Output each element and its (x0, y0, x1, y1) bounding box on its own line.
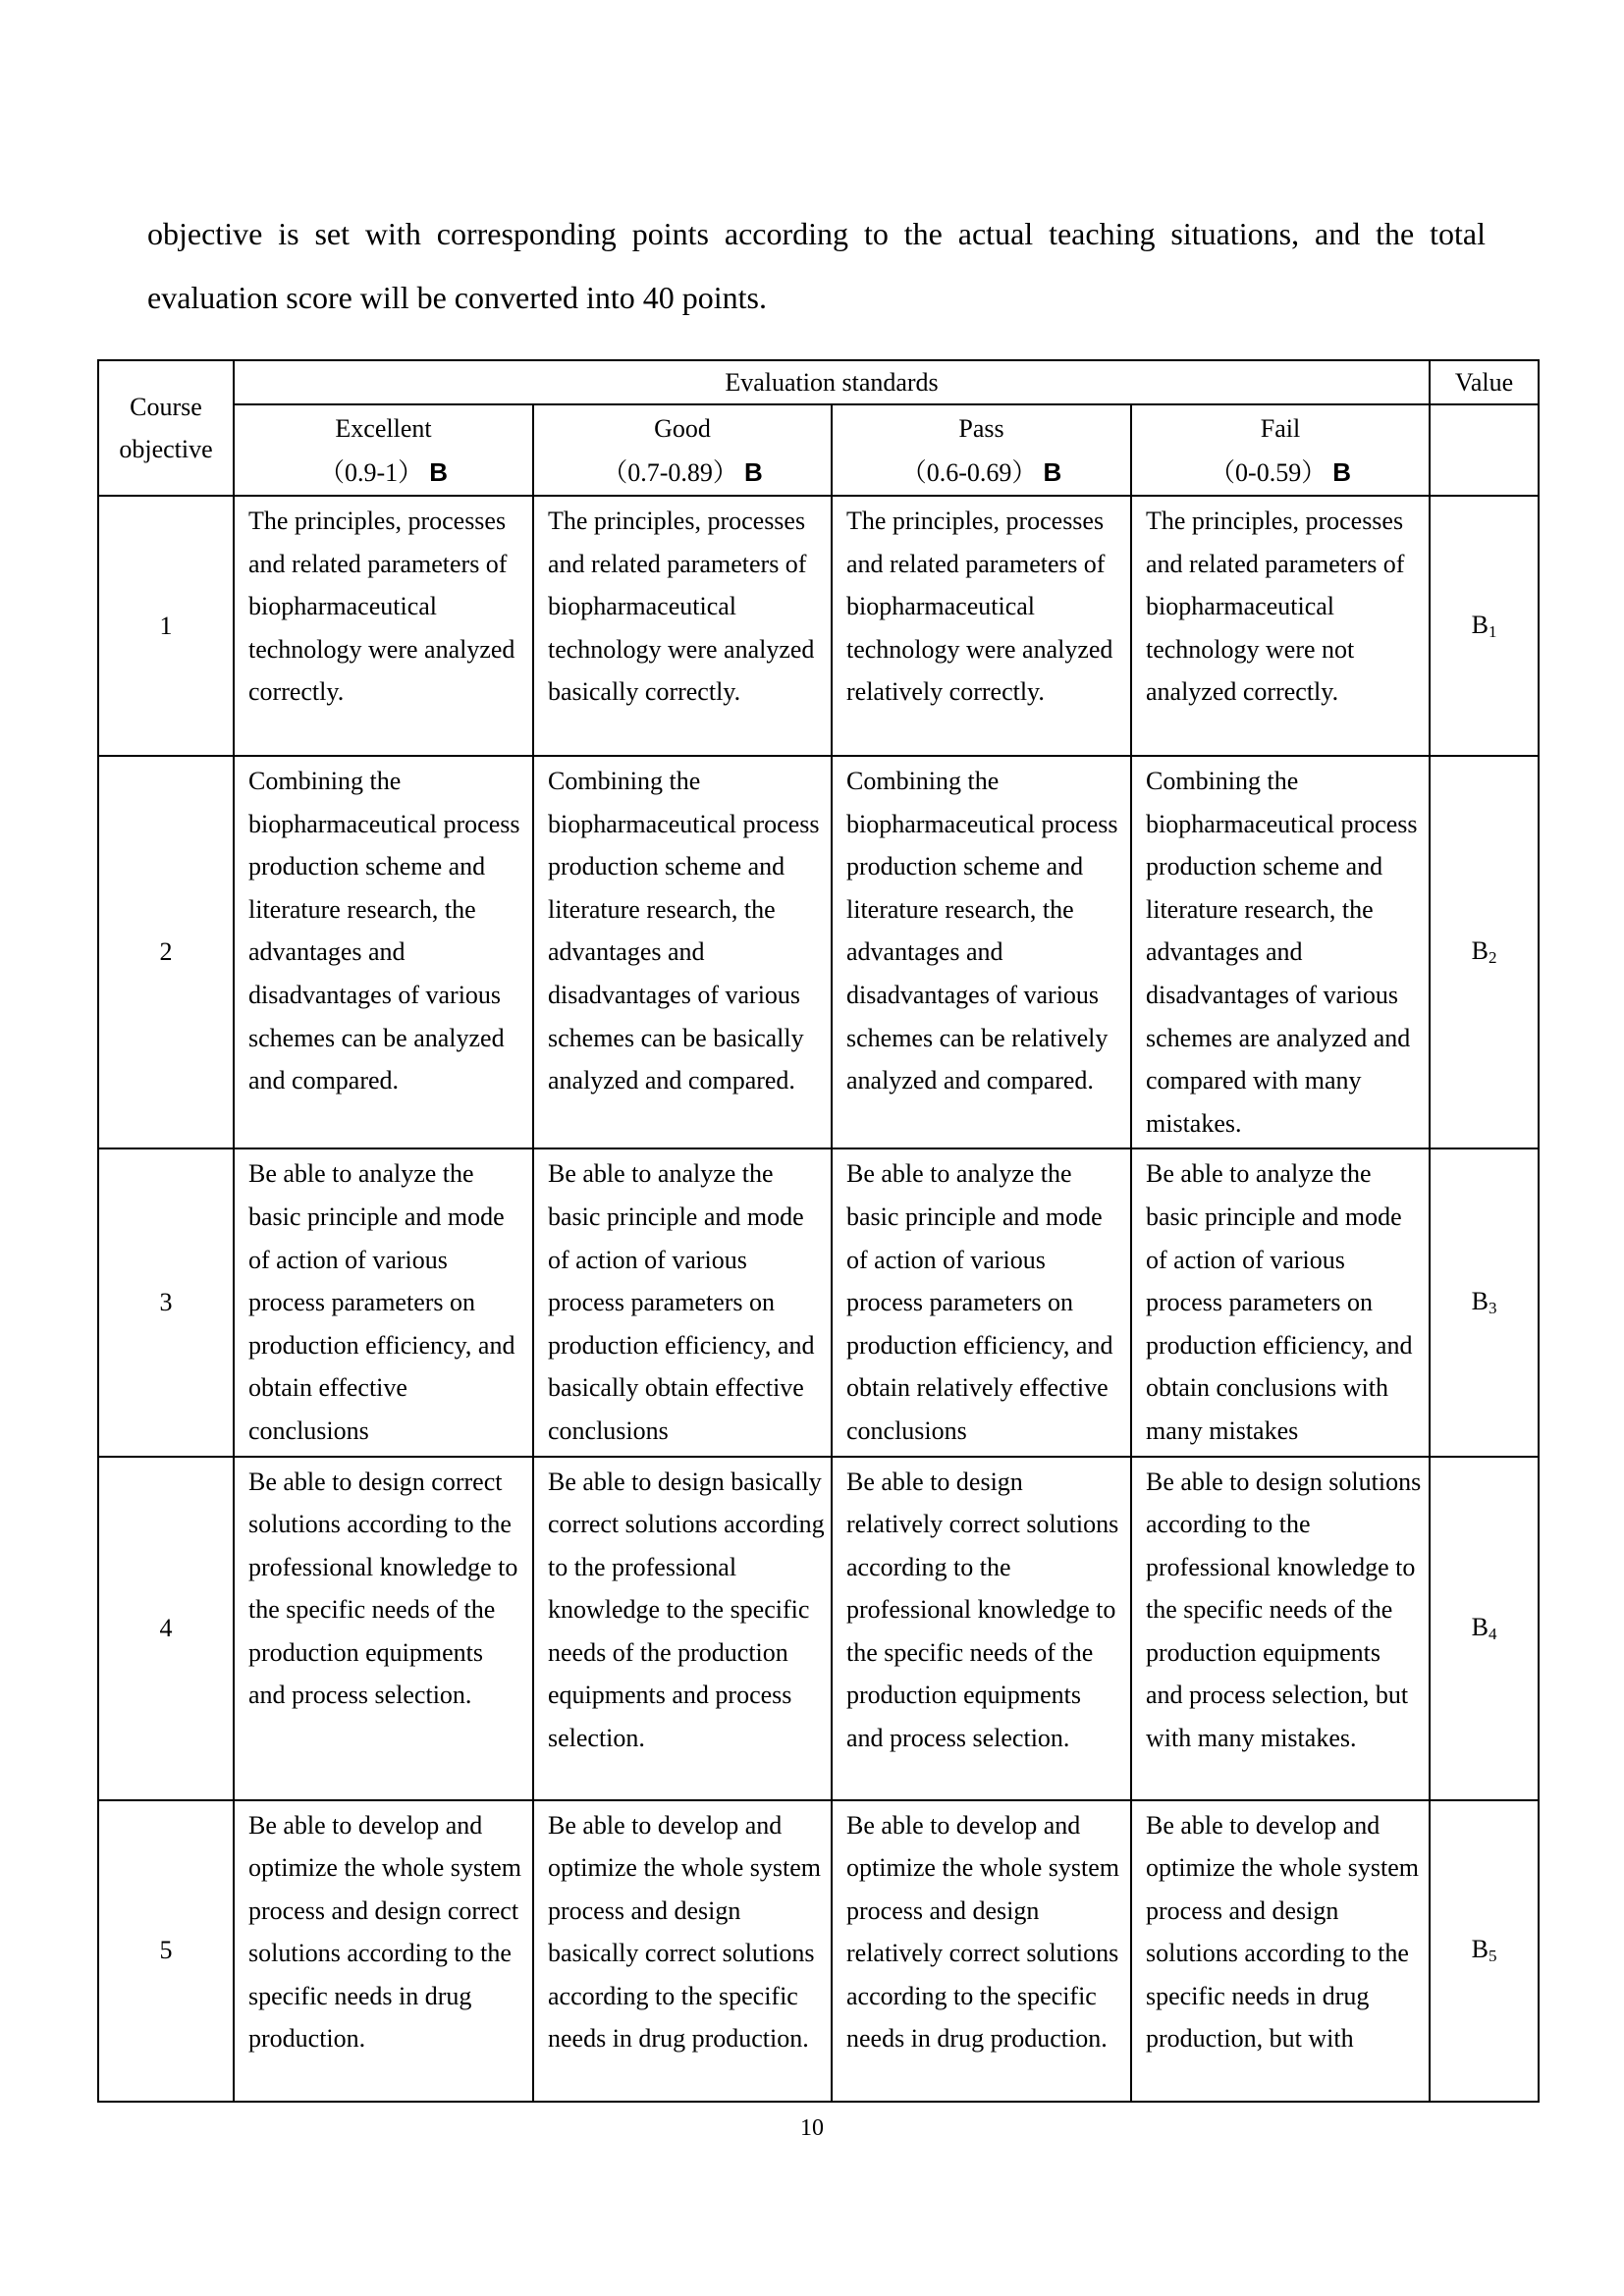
excellent-cell: Combining the biopharmaceutical process production scheme and literature research, the advantages and disadvantages of various schemes can be analyzed and compared. (234, 756, 533, 1148)
header-row-2 (98, 404, 1539, 496)
value-cell: $B_4$ (1430, 1457, 1539, 1800)
excellent-cell: Be able to develop and optimize the whole system process and design correct solutions according to the specific needs in drug production. (234, 1800, 533, 2102)
value-cell: $B_5$ (1430, 1800, 1539, 2102)
pass-cell: The principles, processes and related parameters of biopharmaceutical technology were analyzed relatively correctly. (832, 496, 1131, 756)
grade-range: （0.6-0.69） B (900, 457, 1062, 487)
intro-line-1: objective is set with corresponding points according to the actual teaching situations, and the total (147, 216, 1486, 251)
pass-cell: Be able to develop and optimize the whole system process and design relatively correct solutions according to the specific needs in drug production. (832, 1800, 1131, 2102)
value-header-blank (1430, 404, 1539, 496)
objective-number: 4 (98, 1457, 234, 1800)
good-cell: Combining the biopharmaceutical process production scheme and literature research, the advantages and disadvantages of various schemes can be basically analyzed and compared. (533, 756, 832, 1148)
grade-range: （0.7-0.89） B (602, 457, 763, 487)
excellent-cell: The principles, processes and related parameters of biopharmaceutical technology were analyzed correctly. (234, 496, 533, 756)
objective-number: 2 (98, 756, 234, 1148)
objective-number: 5 (98, 1800, 234, 2102)
table-row (98, 1800, 1539, 2102)
grade-range: （0-0.59） B (1210, 457, 1351, 487)
value-cell: $B_2$ (1430, 756, 1539, 1148)
course-objective-header: Course objective (98, 360, 234, 496)
grade-name: Fail (1260, 414, 1301, 443)
page-number: 10 (800, 2115, 824, 2141)
fail-cell: Be able to develop and optimize the whole system process and design solutions according to the specific needs in drug production, but with (1131, 1800, 1430, 2102)
header-row-1 (98, 360, 1539, 404)
intro-paragraph (147, 202, 1486, 330)
value-cell: $B_3$ (1430, 1148, 1539, 1456)
grade-good-header (533, 404, 832, 496)
pass-cell: Be able to design relatively correct solutions according to the professional knowledge to the specific needs of the production equipments and process selection. (832, 1457, 1131, 1800)
intro-line-2: evaluation score will be converted into 40 points. (147, 280, 767, 315)
pass-cell: Combining the biopharmaceutical process production scheme and literature research, the advantages and disadvantages of various schemes can be relatively analyzed and compared. (832, 756, 1131, 1148)
fail-cell: The principles, processes and related parameters of biopharmaceutical technology were not analyzed correctly. (1131, 496, 1430, 756)
fail-cell: Be able to design solutions according to the professional knowledge to the specific needs of the production equipments and process selection, but with many mistakes. (1131, 1457, 1430, 1800)
evaluation-standards-header: Evaluation standards (234, 360, 1430, 404)
table-row (98, 1457, 1539, 1800)
good-cell: Be able to develop and optimize the whole system process and design basically correct solutions according to the specific needs in drug production. (533, 1800, 832, 2102)
grade-name: Pass (958, 414, 1004, 443)
objective-number: 1 (98, 496, 234, 756)
fail-cell: Be able to analyze the basic principle and mode of action of various process parameters on production efficiency, and obtain conclusions with many mistakes (1131, 1148, 1430, 1456)
good-cell: The principles, processes and related parameters of biopharmaceutical technology were analyzed basically correctly. (533, 496, 832, 756)
value-header: Value (1430, 360, 1539, 404)
grade-excellent-header (234, 404, 533, 496)
grade-name: Good (654, 414, 711, 443)
excellent-cell: Be able to design correct solutions according to the professional knowledge to the specific needs of the production equipments and process selection. (234, 1457, 533, 1800)
fail-cell: Combining the biopharmaceutical process production scheme and literature research, the advantages and disadvantages of various schemes are analyzed and compared with many mistakes. (1131, 756, 1430, 1148)
evaluation-table (97, 359, 1540, 2103)
objective-number: 3 (98, 1148, 234, 1456)
excellent-cell: Be able to analyze the basic principle and mode of action of various process parameters on production efficiency, and obtain effective conclusions (234, 1148, 533, 1456)
table-row (98, 496, 1539, 756)
pass-cell: Be able to analyze the basic principle and mode of action of various process parameters on production efficiency, and obtain relatively effective conclusions (832, 1148, 1131, 1456)
good-cell: Be able to analyze the basic principle and mode of action of various process parameters on production efficiency, and basically obtain effective conclusions (533, 1148, 832, 1456)
grade-name: Excellent (335, 414, 432, 443)
table-row (98, 756, 1539, 1148)
value-cell: $B_1$ (1430, 496, 1539, 756)
table-row (98, 1148, 1539, 1456)
grade-pass-header (832, 404, 1131, 496)
grade-range: （0.9-1） B (319, 457, 448, 487)
grade-fail-header (1131, 404, 1430, 496)
good-cell: Be able to design basically correct solutions according to the professional knowledge to the specific needs of the production equipments and process selection. (533, 1457, 832, 1800)
